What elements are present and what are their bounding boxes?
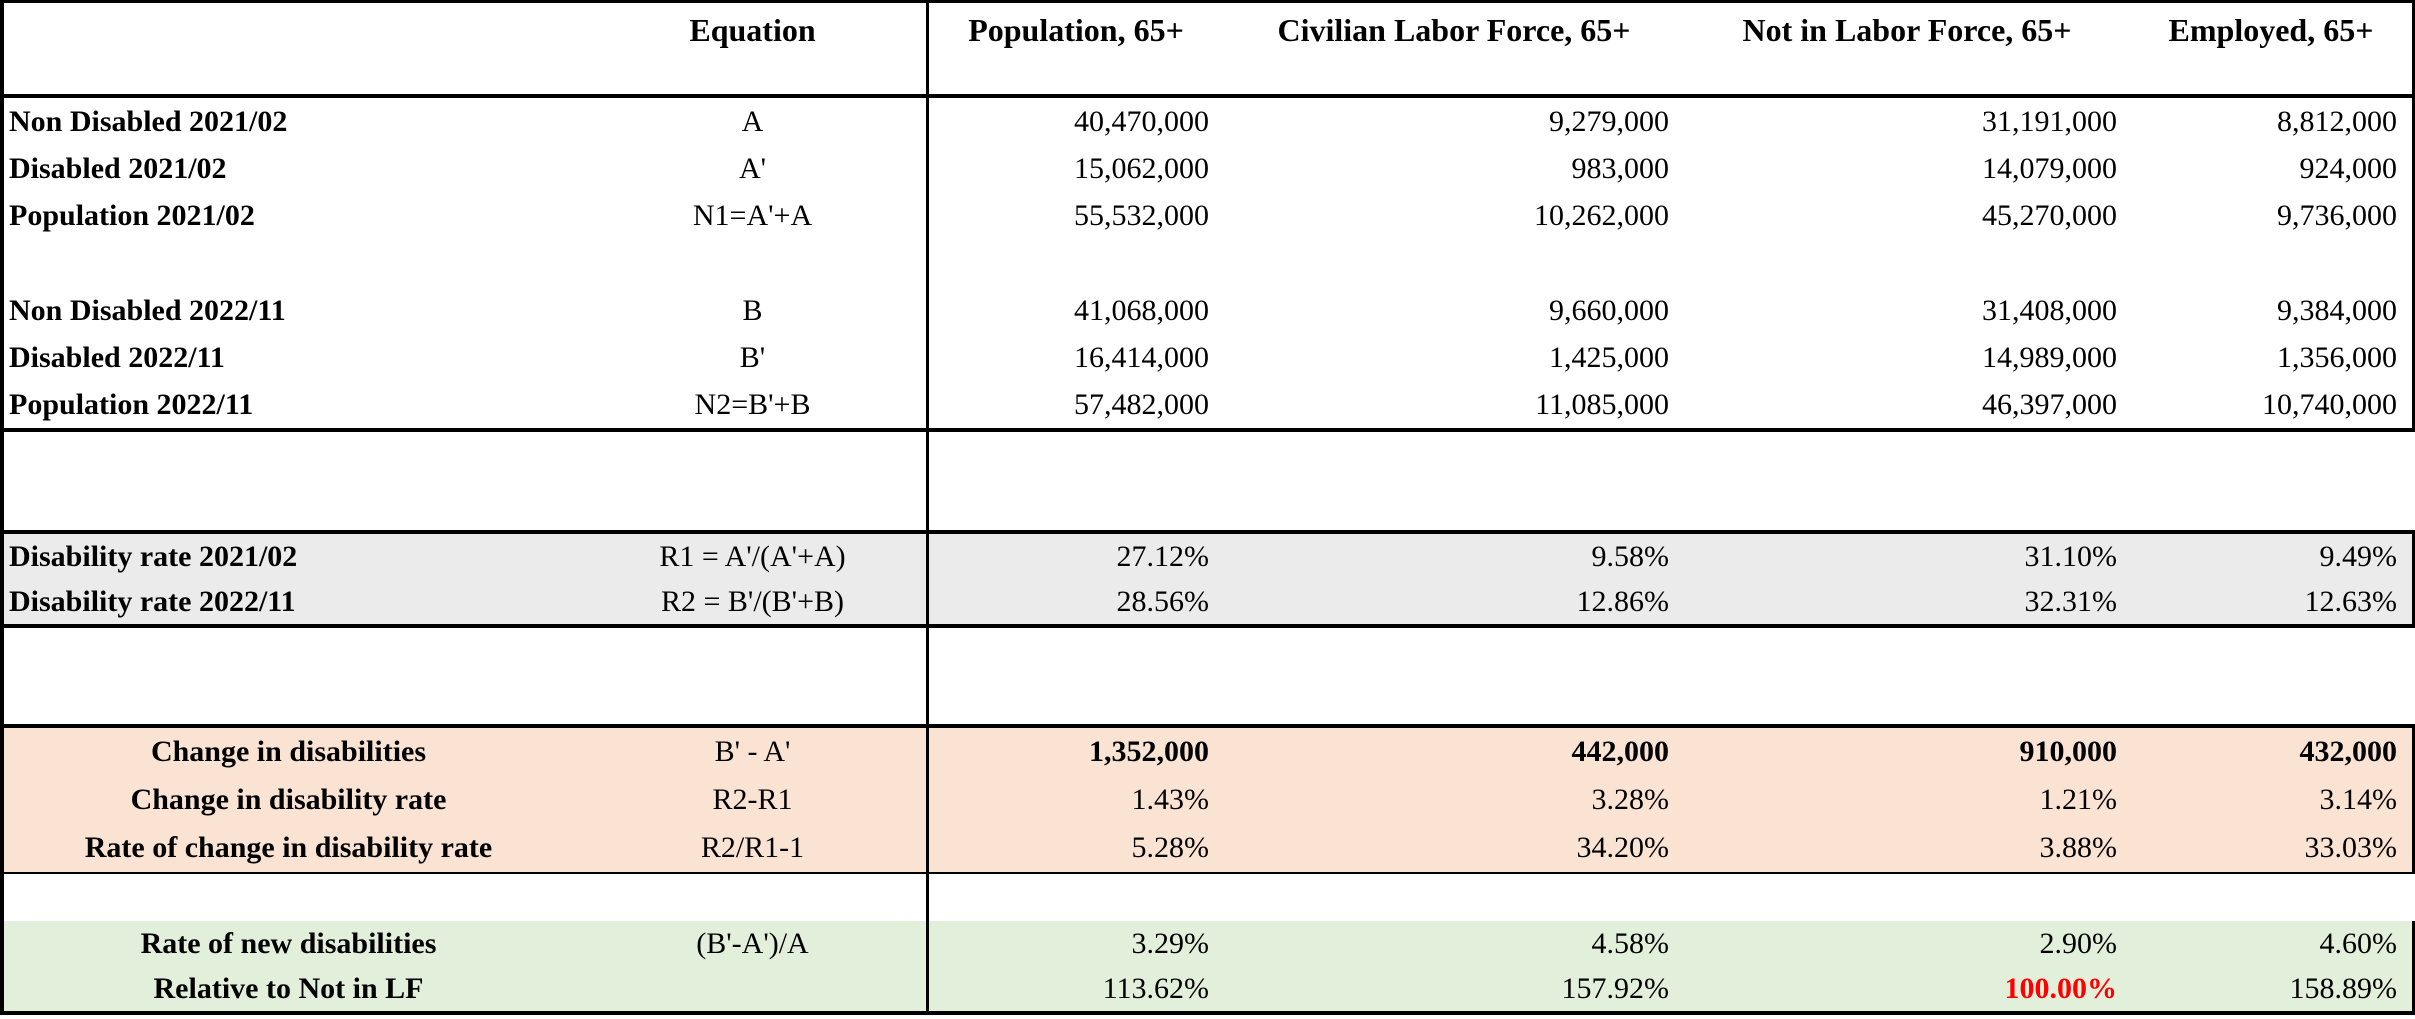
value-cell: 432,000 — [2299, 735, 2397, 768]
row-label: Relative to Not in LF — [153, 971, 424, 1005]
row-disabled-2022 — [0, 334, 2412, 381]
row-rate-of-new-disabilities — [0, 921, 2412, 966]
value-cell: 924,000 — [2299, 151, 2397, 185]
header-not-in-labor-force-65plus: Not in Labor Force, 65+ — [1742, 12, 2072, 48]
value-cell: 12.63% — [2304, 584, 2397, 618]
value-cell: 9,279,000 — [1549, 104, 1669, 138]
value-cell: 9.58% — [1591, 539, 1669, 573]
row-non-disabled-2021 — [0, 98, 2412, 145]
value-cell: 9,384,000 — [2277, 293, 2397, 327]
value-cell: 8,812,000 — [2277, 104, 2397, 138]
equation-cell: A' — [738, 151, 767, 185]
row-population-2022 — [0, 381, 2412, 428]
header-civilian-labor-force-65plus: Civilian Labor Force, 65+ — [1277, 12, 1631, 48]
header-employed-65plus: Employed, 65+ — [2168, 12, 2374, 48]
value-cell: 14,079,000 — [1982, 151, 2117, 185]
equation-cell: R2-R1 — [712, 783, 793, 816]
value-cell: 1.21% — [2039, 783, 2117, 816]
value-cell: 11,085,000 — [1535, 387, 1669, 421]
row-label: Rate of new disabilities — [140, 926, 437, 960]
row-label: Population 2022/11 — [9, 387, 254, 421]
value-cell: 34.20% — [1576, 831, 1669, 864]
row-label: Non Disabled 2022/11 — [9, 293, 286, 327]
value-cell: 3.29% — [1131, 926, 1209, 960]
row-disability-rate-2021 — [0, 534, 2412, 579]
row-change-in-disability-rate — [0, 776, 2412, 824]
row-relative-to-not-in-lf — [0, 966, 2412, 1011]
row-label: Non Disabled 2021/02 — [9, 104, 288, 138]
equation-values-divider — [926, 0, 929, 1015]
equation-cell: R1 = A'/(A'+A) — [659, 539, 846, 573]
value-cell: 31.10% — [2024, 539, 2117, 573]
equation-cell: B' - A' — [714, 735, 791, 768]
row-disability-rate-2022 — [0, 579, 2412, 624]
value-cell: 9,736,000 — [2277, 198, 2397, 232]
value-cell: 983,000 — [1571, 151, 1669, 185]
row-non-disabled-2022 — [0, 287, 2412, 334]
value-cell: 32.31% — [2024, 584, 2117, 618]
header-equation: Equation — [689, 12, 816, 48]
value-cell: 16,414,000 — [1074, 340, 1209, 374]
value-cell: 10,262,000 — [1534, 198, 1669, 232]
counts-block — [0, 0, 2415, 432]
equation-cell: B — [742, 293, 763, 327]
spacer-band — [0, 628, 2415, 724]
row-label: Disabled 2021/02 — [9, 151, 227, 185]
value-cell: 46,397,000 — [1982, 387, 2117, 421]
value-cell: 3.88% — [2039, 831, 2117, 864]
row-label: Population 2021/02 — [9, 198, 255, 232]
row-label: Disability rate 2021/02 — [9, 539, 298, 573]
value-cell: 157.92% — [1561, 971, 1669, 1005]
spacer-band — [0, 874, 2415, 921]
value-cell: 113.62% — [1102, 971, 1209, 1005]
value-cell: 9.49% — [2319, 539, 2397, 573]
value-cell: 31,408,000 — [1982, 293, 2117, 327]
value-cell: 5.28% — [1131, 831, 1209, 864]
value-cell: 1,425,000 — [1549, 340, 1669, 374]
value-cell: 40,470,000 — [1074, 104, 1209, 138]
value-cell: 442,000 — [1571, 735, 1669, 768]
value-cell: 10,740,000 — [2262, 387, 2397, 421]
header-row — [0, 3, 2412, 98]
equation-cell: N1=A'+A — [692, 198, 813, 232]
row-label: Rate of change in disability rate — [84, 831, 493, 864]
row-rate-of-change-in-disability-rate — [0, 824, 2412, 872]
value-cell-highlighted: 100.00% — [2004, 971, 2117, 1005]
value-cell: 55,532,000 — [1074, 198, 1209, 232]
value-cell: 3.28% — [1591, 783, 1669, 816]
table-left-border — [0, 0, 4, 1015]
row-disabled-2021 — [0, 145, 2412, 192]
value-cell: 3.14% — [2319, 783, 2397, 816]
header-labels-blank — [0, 3, 577, 12]
new-disabilities-block — [0, 921, 2415, 1015]
header-population-65plus: Population, 65+ — [968, 12, 1184, 48]
value-cell: 4.58% — [1591, 926, 1669, 960]
spacer-row — [0, 239, 2412, 287]
row-change-in-disabilities — [0, 728, 2412, 776]
value-cell: 1,352,000 — [1089, 735, 1209, 768]
value-cell: 9,660,000 — [1549, 293, 1669, 327]
value-cell: 158.89% — [2289, 971, 2397, 1005]
value-cell: 15,062,000 — [1074, 151, 1209, 185]
equation-cell: B' — [739, 340, 766, 374]
value-cell: 12.86% — [1576, 584, 1669, 618]
value-cell: 1,356,000 — [2277, 340, 2397, 374]
spacer-band — [0, 432, 2415, 530]
value-cell: 27.12% — [1116, 539, 1209, 573]
value-cell: 45,270,000 — [1982, 198, 2117, 232]
equation-cell: A — [741, 104, 764, 138]
value-cell: 14,989,000 — [1982, 340, 2117, 374]
row-population-2021 — [0, 192, 2412, 239]
value-cell: 28.56% — [1116, 584, 1209, 618]
value-cell: 2.90% — [2039, 926, 2117, 960]
changes-block — [0, 724, 2415, 874]
value-cell: 910,000 — [2019, 735, 2117, 768]
equation-cell: N2=B'+B — [694, 387, 811, 421]
equation-cell: (B'-A')/A — [696, 926, 809, 960]
value-cell: 31,191,000 — [1982, 104, 2117, 138]
value-cell: 4.60% — [2319, 926, 2397, 960]
value-cell: 57,482,000 — [1074, 387, 1209, 421]
row-label: Change in disability rate — [130, 783, 447, 816]
value-cell: 41,068,000 — [1074, 293, 1209, 327]
equation-cell: R2 = B'/(B'+B) — [660, 584, 844, 618]
value-cell: 33.03% — [2304, 831, 2397, 864]
row-label: Change in disabilities — [150, 735, 427, 768]
disability-rates-block — [0, 530, 2415, 628]
value-cell: 1.43% — [1131, 783, 1209, 816]
row-label: Disability rate 2022/11 — [9, 584, 296, 618]
row-label: Disabled 2022/11 — [9, 340, 225, 374]
equation-cell: R2/R1-1 — [700, 831, 805, 864]
